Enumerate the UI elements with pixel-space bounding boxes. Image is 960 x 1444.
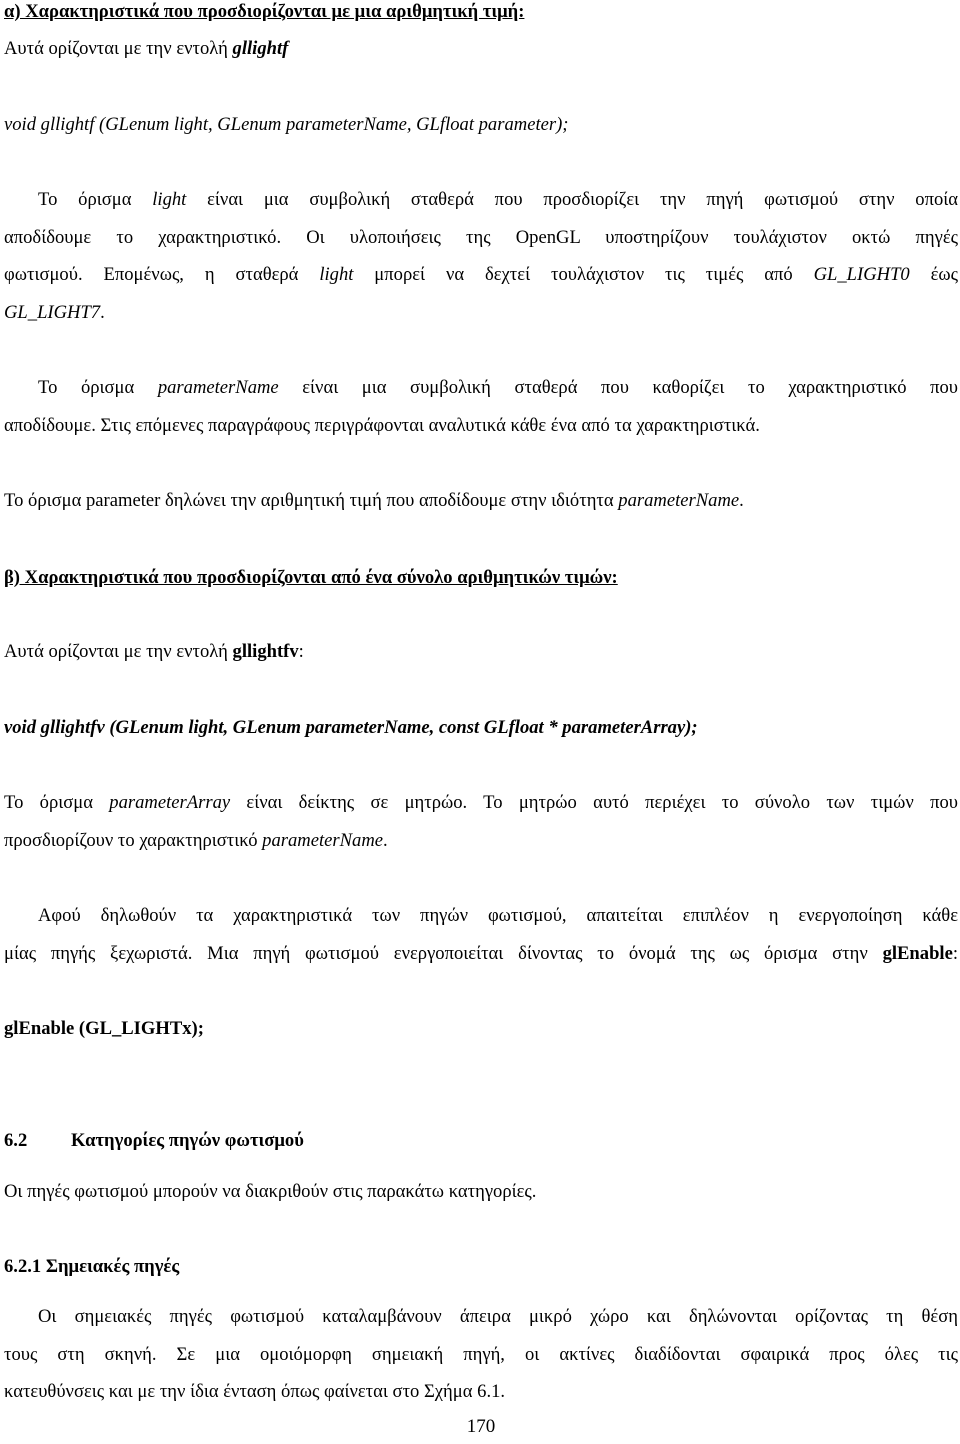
intro-a: Αυτά ορίζονται με την εντολή gllightf [4, 38, 289, 59]
paragraph-parametername: Το όρισμα parameterName είναι μια συμβολική σταθερά που καθορίζει το χαρακτηριστικό που αποδίδουμε. Στις επόμενες παραγράφους περιγράφονται αναλυτικά κάθε ένα από τα χαρακτηριστικά. [4, 377, 958, 436]
heading-a: α) Χαρακτηριστικά που προσδιορίζονται με μια αριθμητική τιμή: [4, 1, 525, 22]
section-heading-6-2: 6.2 Κατηγορίες πηγών φωτισμού [4, 1130, 304, 1151]
page-number: 170 [466, 1416, 496, 1437]
command-name: gllightf [232, 38, 289, 59]
paragraph-parameter: Το όρισμα parameter δηλώνει την αριθμητική τιμή που αποδίδουμε στην ιδιότητα parameterName. [4, 490, 744, 511]
paragraph-light: Το όρισμα light είναι μια συμβολική σταθερά που προσδιορίζει την πηγή φωτισμού στην οποία αποδίδουμε το χαρακτηριστικό. Οι υλοποιήσεις της OpenGL υποστηρίζουν τουλάχιστον οκτώ πηγές φωτισμού. Επομένως, η σταθερά light μπορεί να δεχτεί τουλάχιστον τις τιμές από GL_LIGHT0 έως GL_LIGHT7. [4, 189, 959, 323]
paragraph-parameterarray: Το όρισμα parameterArray είναι δείκτης σε μητρώο. Το μητρώο αυτό περιέχει το σύνολο των τιμών που προσδιορίζουν το χαρακτηριστικό parameterName. [4, 792, 959, 851]
signature-gllightf: void gllightf (GLenum light, GLenum parameterName, GLfloat parameter); [4, 114, 569, 135]
paragraph-6-2-1: Οι σημειακές πηγές φωτισμού καταλαμβάνουν άπειρα μικρό χώρο και δηλώνονται ορίζοντας τη θέση τους στη σκηνή. Σε μια ομοιόμορφη σημειακή πηγή, οι ακτίνες διαδίδονται σφαιρικά προς όλες τις κατευθύνσεις και με την ίδια ένταση όπως φαίνεται στο Σχήμα 6.1. [4, 1306, 958, 1402]
section-heading-6-2-1: 6.2.1 Σημειακές πηγές [4, 1256, 180, 1277]
signature-gllightfv: void gllightfv (GLenum light, GLenum parameterName, const GLfloat * parameterArray); [4, 717, 698, 738]
command-name: gllightfv [232, 641, 299, 662]
intro-b: Αυτά ορίζονται με την εντολή gllightfv: [4, 641, 304, 662]
code-glenable: glEnable (GL_LIGHTx); [4, 1018, 204, 1039]
heading-b: β) Χαρακτηριστικά που προσδιορίζονται από ένα σύνολο αριθμητικών τιμών: [4, 567, 618, 588]
paragraph-6-2: Οι πηγές φωτισμού μπορούν να διακριθούν στις παρακάτω κατηγορίες. [4, 1181, 537, 1202]
paragraph-enable: Αφού δηλωθούν τα χαρακτηριστικά των πηγών φωτισμού, απαιτείται επιπλέον η ενεργοποίηση κάθε μίας πηγής ξεχωριστά. Μια πηγή φωτισμού ενεργοποιείται δίνοντας το όνομά της ως όρισμα στην glEnable: [4, 905, 958, 964]
